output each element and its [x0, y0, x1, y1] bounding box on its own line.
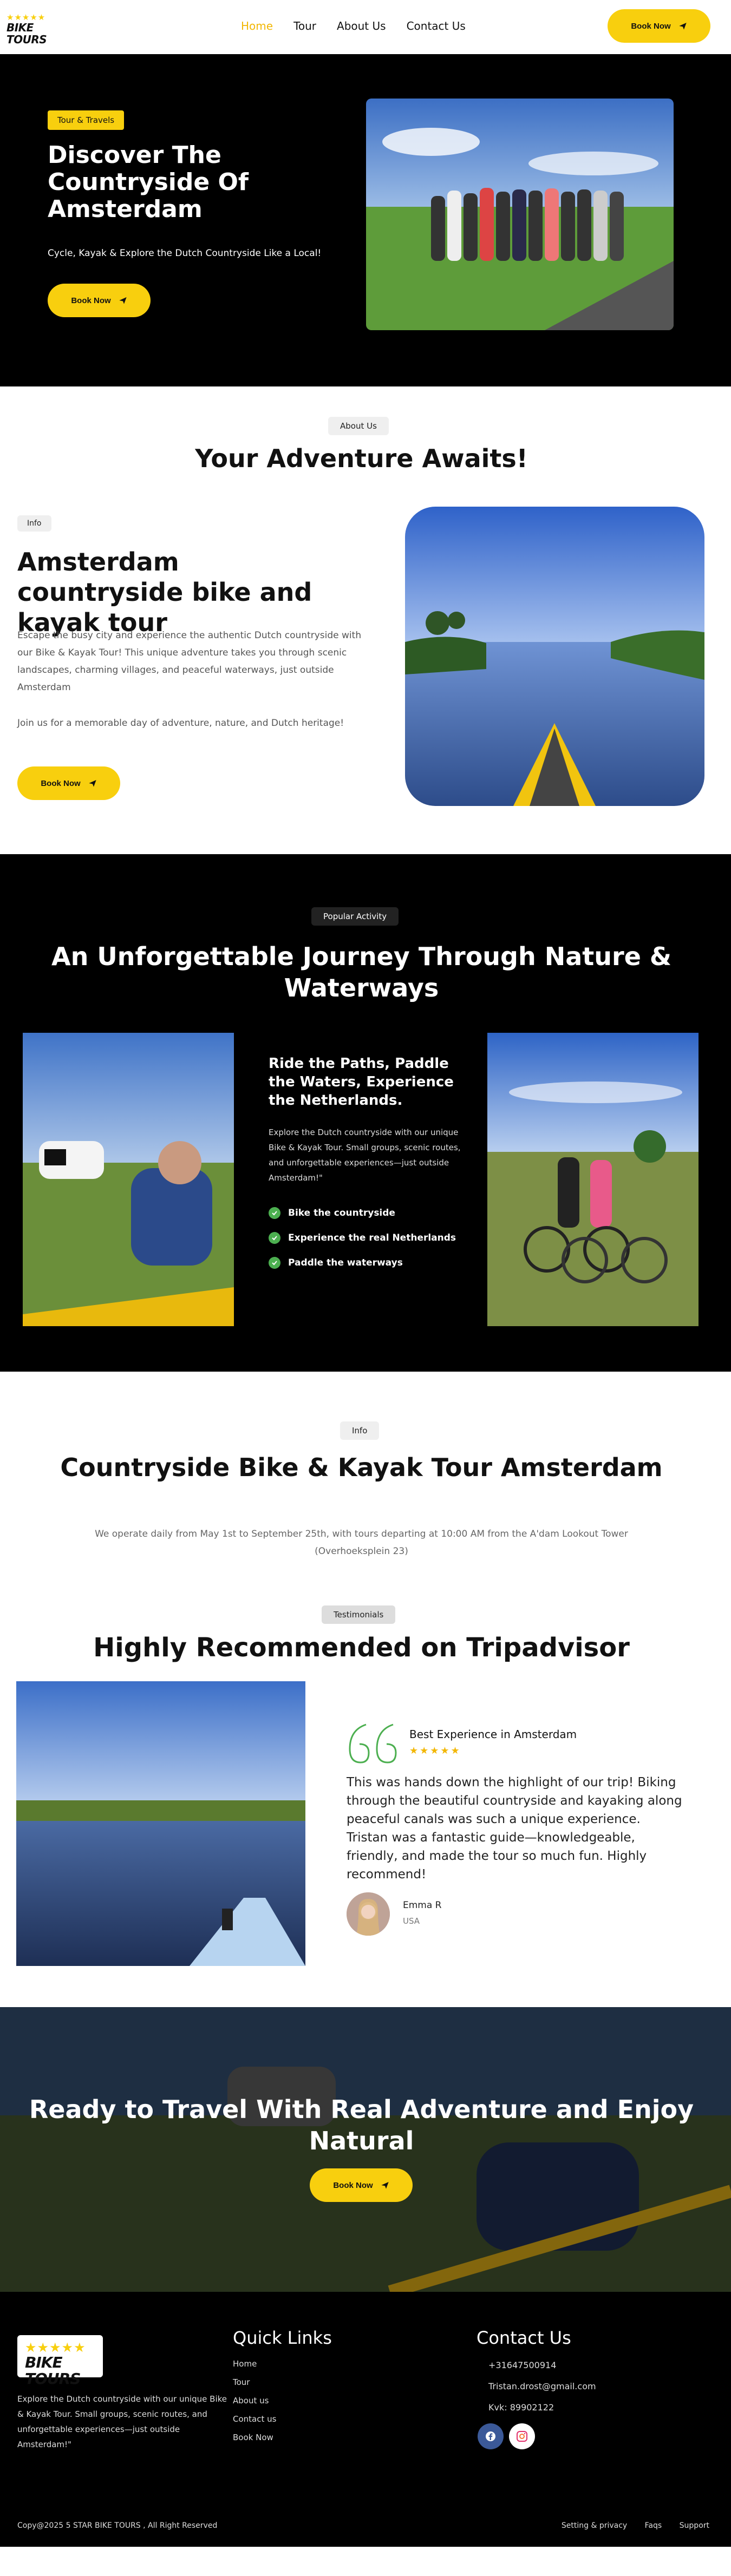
feature-item	[269, 1232, 474, 1244]
logo-text: BIKE TOURS	[6, 21, 47, 46]
tour-info-text: We operate daily from May 1st to September 25th, with tours departing at 10:00 AM from the A'dam Lookout Tower (Overhoeksplein 23)	[95, 1529, 628, 1557]
cta-book-button[interactable]	[310, 2168, 413, 2202]
cta-section	[0, 2007, 731, 2292]
contact-info	[477, 2328, 596, 2449]
cta-heading: Ready to Travel With Real Adventure and Enjoy Natural	[29, 2095, 694, 2155]
footer-logo-stars: ★★★★★	[25, 2340, 86, 2355]
nav-about[interactable]: About Us	[337, 19, 386, 32]
site-logo[interactable]	[6, 12, 66, 46]
footer-link-about[interactable]: About us	[233, 2396, 269, 2405]
hero-book-button[interactable]	[48, 284, 151, 317]
testimonials-pill: Testimonials	[322, 1605, 395, 1624]
feature-label: Bike the countryside	[288, 1208, 395, 1218]
about-book-button[interactable]	[17, 766, 120, 800]
journey-pill: Popular Activity	[311, 907, 399, 926]
settings-privacy-link[interactable]: Setting & privacy	[561, 2521, 628, 2530]
about-pill: About Us	[328, 417, 389, 435]
reviewer-location: USA	[403, 1916, 420, 1926]
footer-logo-text: BIKE TOURS	[25, 2354, 81, 2388]
nav-home[interactable]: Home	[241, 19, 273, 32]
feature-item	[269, 1207, 474, 1219]
hero-title: Discover The Countryside Of Amsterdam	[48, 141, 249, 223]
about-subheading: Amsterdam countryside bike and kayak tour	[17, 547, 312, 637]
footer-logo[interactable]	[17, 2335, 103, 2388]
hero-group-photo	[366, 99, 674, 330]
about-paragraph-2: Join us for a memorable day of adventure, nature, and Dutch heritage!	[17, 718, 344, 729]
tour-info-pill: Info	[340, 1421, 379, 1440]
journey-mid-title: Ride the Paths, Paddle the Waters, Experience the Netherlands.	[269, 1056, 454, 1109]
canal-photo	[16, 1681, 305, 1966]
check-icon	[269, 1207, 280, 1219]
feature-list	[269, 1207, 474, 1269]
hero-section	[0, 54, 731, 386]
footer-link-contact[interactable]: Contact us	[233, 2414, 277, 2424]
tour-info-section	[0, 1372, 731, 1600]
quick-links	[233, 2328, 332, 2451]
contact-phone[interactable]: +31647500914	[488, 2360, 557, 2370]
footer-link-book[interactable]: Book Now	[233, 2433, 273, 2442]
contact-title: Contact Us	[477, 2328, 571, 2348]
header-book-button[interactable]	[608, 9, 710, 43]
check-icon	[269, 1232, 280, 1244]
main-nav	[241, 19, 486, 32]
site-header	[0, 0, 731, 54]
hero-book-label: Book Now	[71, 296, 111, 305]
review-stars: ★★★★★	[409, 1745, 461, 1756]
feature-label: Experience the real Netherlands	[288, 1233, 456, 1243]
about-section	[0, 386, 731, 854]
send-icon	[88, 779, 97, 788]
review-title: Best Experience in Amsterdam	[409, 1728, 577, 1741]
journey-description	[269, 1054, 474, 1282]
hero-subtitle: Cycle, Kayak & Explore the Dutch Countryside Like a Local!	[48, 248, 322, 259]
reviewer-avatar	[347, 1892, 390, 1936]
nav-contact[interactable]: Contact Us	[406, 19, 466, 32]
site-footer	[0, 2292, 731, 2547]
info-pill: Info	[17, 515, 51, 532]
footer-bottom-bar	[17, 2521, 709, 2530]
testimonials-heading: Highly Recommended on Tripadvisor	[93, 1633, 630, 1663]
footer-link-home[interactable]: Home	[233, 2359, 257, 2369]
about-paragraph-1: Escape the busy city and experience the authentic Dutch countryside with our Bike & Kayak Tour! This unique adventure takes you through scenic landscapes, charming villages, and peaceful waterways, just outside Amsterdam	[17, 630, 362, 693]
header-book-label: Book Now	[631, 21, 671, 31]
bike-couple-photo	[487, 1033, 699, 1326]
journey-mid-text: Explore the Dutch countryside with our unique Bike & Kayak Tour. Small groups, scenic routes, and unforgettable experiences—just outside Amsterdam!"	[269, 1128, 461, 1183]
social-links	[478, 2423, 596, 2449]
send-icon	[678, 22, 687, 30]
send-icon	[381, 2181, 389, 2190]
journey-section	[0, 854, 731, 1372]
faqs-link[interactable]: Faqs	[644, 2521, 662, 2530]
instagram-icon[interactable]	[509, 2423, 535, 2449]
logo-stars: ★★★★★	[6, 12, 46, 22]
send-icon	[119, 296, 127, 305]
review-text: This was hands down the highlight of our trip! Biking through the beautiful countryside and kayaking along peaceful canals was such a unique experience. Tristan was a fantastic guide—knowledgeable, friendly, and made the tour so much fun. Highly recommend!	[347, 1775, 682, 1882]
support-link[interactable]: Support	[679, 2521, 709, 2530]
feature-label: Paddle the waterways	[288, 1257, 403, 1268]
contact-kvk: Kvk: 89902122	[488, 2402, 554, 2413]
feature-item	[269, 1257, 474, 1269]
hero-tag: Tour & Travels	[48, 110, 124, 130]
facebook-icon[interactable]	[478, 2423, 504, 2449]
footer-bottom-links	[546, 2521, 709, 2530]
nav-tour[interactable]: Tour	[293, 19, 317, 32]
reviewer-name: Emma R	[403, 1900, 442, 1911]
copyright: Copy@2025 5 STAR BIKE TOURS , All Right Reserved	[17, 2521, 218, 2530]
cow-kayak-photo	[23, 1033, 234, 1326]
testimonials-section	[0, 1600, 731, 2007]
footer-link-tour[interactable]: Tour	[233, 2377, 250, 2387]
journey-heading: An Unforgettable Journey Through Nature & Waterways	[51, 942, 672, 1002]
quote-icon	[344, 1719, 399, 1768]
tour-info-heading: Countryside Bike & Kayak Tour Amsterdam	[60, 1453, 663, 1482]
contact-email[interactable]: Tristan.drost@gmail.com	[488, 2381, 596, 2391]
kayak-photo	[405, 507, 704, 806]
about-heading: Your Adventure Awaits!	[195, 444, 528, 473]
quick-links-title: Quick Links	[233, 2328, 332, 2348]
cta-book-label: Book Now	[333, 2180, 373, 2190]
about-book-label: Book Now	[41, 778, 81, 788]
footer-description: Explore the Dutch countryside with our unique Bike & Kayak Tour. Small groups, scenic routes, and unforgettable experiences—just outside Amsterdam!"	[17, 2394, 227, 2449]
check-icon	[269, 1257, 280, 1269]
